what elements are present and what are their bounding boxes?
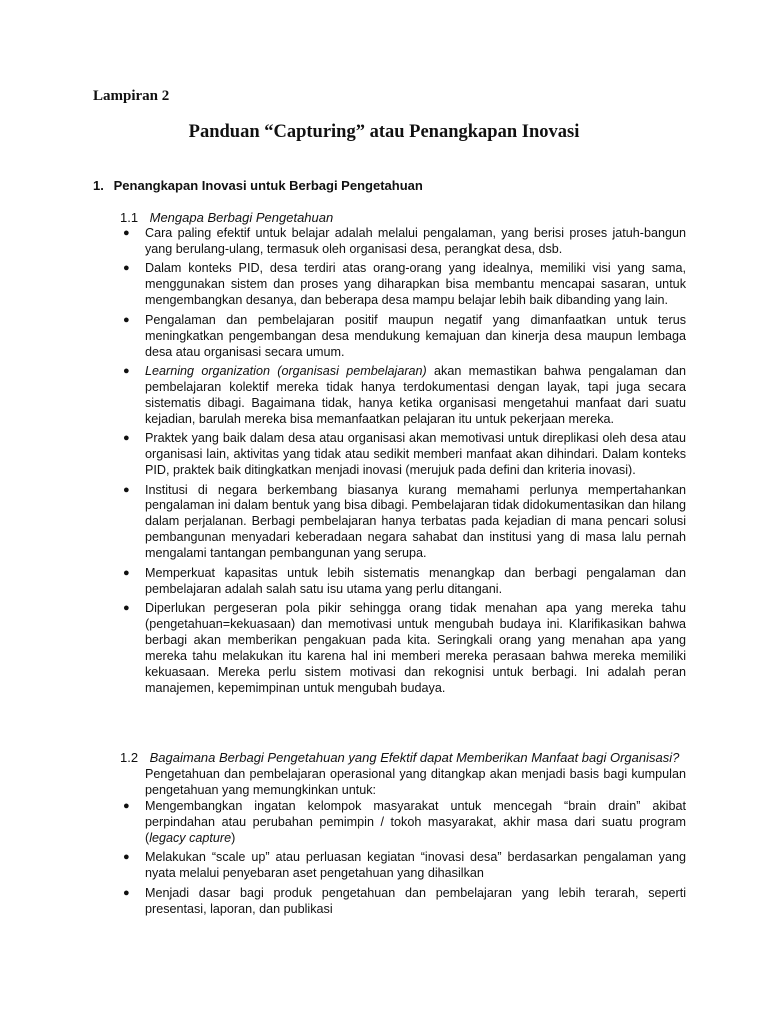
list-item-italic-term: legacy capture (149, 830, 232, 845)
subsection-1-1-title: Mengapa Berbagi Pengetahuan (149, 210, 334, 225)
bullet-icon: ● (123, 483, 130, 496)
list-item (123, 799, 686, 847)
bullet-icon: ● (123, 313, 130, 326)
subsection-1-1-list (123, 226, 686, 697)
list-item (123, 565, 686, 598)
list-item (123, 850, 686, 882)
section-1-title: Penangkapan Inovasi untuk Berbagi Pengetahuan (113, 178, 423, 193)
bullet-icon: ● (123, 262, 130, 275)
list-item-text: Melakukan “scale up” atau perluasan kegiatan “inovasi desa” berdasarkan pengalaman yang nyata melalui penyebaran aset pengetahuan yang dihasilkan (145, 850, 686, 881)
bullet-icon: ● (123, 851, 130, 864)
page-title: Panduan “Capturing” atau Penangkapan Inovasi (188, 122, 580, 142)
bullet-icon: ● (123, 432, 130, 445)
appendix-label: Lampiran 2 (93, 88, 170, 104)
section-1-heading (93, 178, 423, 193)
list-item (123, 312, 686, 361)
list-item (123, 431, 686, 479)
list-item-text: Institusi di negara berkembang biasanya kurang memahami perlunya mempertahankan pengalaman ini dalam bentuk yang bisa dibagi. Pembelajaran tidak didokumentasikan dan hilang dalam perjalanan. Berbagi pembelajaran hanya terbatas pada kejadian di mana pencari solusi pembangunan menyadari keberadaan negara sahabat dan institusi yang di masa lalu pernah mengalami tantangan pembangunan yang serupa. (145, 482, 686, 561)
section-1-number: 1. (93, 178, 104, 193)
bullet-icon: ● (123, 886, 130, 899)
bullet-icon: ● (123, 800, 130, 812)
subsection-1-1-heading (120, 210, 333, 226)
list-item-text: Praktek yang baik dalam desa atau organisasi akan memotivasi untuk direplikasi oleh desa atau organisasi lain, aktivitas yang tidak atau sedikit memberi manfaat akan dihindari. Dalam konteks PID, praktek baik ditingkatkan menjadi inovasi (merujuk pada defini dan kriteria inovasi). (145, 431, 686, 478)
bullet-icon: ● (123, 602, 130, 615)
subsection-1-2-title: Bagaimana Berbagi Pengetahuan yang Efektif dapat Memberikan Manfaat bagi Organisasi? (149, 750, 680, 765)
subsection-1-2-intro: Pengetahuan dan pembelajaran operasional yang ditangkap akan menjadi basis bagi kumpulan pengetahuan yang memungkinkan untuk: (145, 767, 686, 797)
list-item-text: Diperlukan pergeseran pola pikir sehingga orang tidak menahan apa yang mereka tahu (pengetahuan=kekuasaan) dan memotivasi untuk mengubah budaya ini. Klarifikasikan bahwa berbagi akan memberikan pengakuan pada kita. Seringkali orang yang menahan apa yang mereka tahu melakukan itu karena hal ini memberi mereka perasaan bahwa mereka memiliki kekuasaan. Mereka perlu sistem motivasi dan rekognisi untuk berbagi. Ini adalah peran manajemen, kepemimpinan untuk mengubah budaya. (145, 601, 686, 695)
list-item-italic-term: Learning organization (organisasi pembelajaran) (145, 364, 427, 379)
bullet-icon: ● (123, 566, 130, 579)
list-item (123, 261, 686, 309)
list-item-text: Menjadi dasar bagi produk pengetahuan dan pembelajaran yang lebih terarah, seperti presentasi, laporan, dan publikasi (145, 885, 686, 916)
list-item (123, 482, 686, 563)
bullet-icon: ● (123, 365, 130, 378)
list-item (123, 364, 686, 428)
subsection-1-2-number: 1.2 (120, 750, 139, 765)
list-item-text: akan memastikan bahwa pengalaman dan pembelajaran kolektif mereka tidak hanya terdokumentasi dengan layak, tapi juga secara sistematis dibagi. Bagaimana tidak, hanya ketika organisasi mengetahui manfaat dari suatu kejadian, barulah mereka bisa memanfaatkan pelajaran itu untuk pekerjaan mereka. (145, 364, 686, 426)
subsection-1-2-heading (120, 750, 679, 766)
list-item-text: Memperkuat kapasitas untuk lebih sistematis menangkap dan berbagi pengalaman dan pembelajaran adalah salah satu isu utama yang perlu ditangani. (145, 565, 686, 596)
list-item-text: Cara paling efektif untuk belajar adalah melalui pengalaman, yang berisi proses jatuh-bangun yang berulang-ulang, termasuk oleh organisasi desa, perangkat desa, dsb. (145, 226, 686, 256)
list-item (123, 226, 686, 258)
list-item-text-tail: ) (231, 830, 236, 845)
list-item-text: Pengalaman dan pembelajaran positif maupun negatif yang dimanfaatkan untuk terus meningkatkan pengembangan desa mendukung kemajuan dan kinerja desa maupun lembaga desa atau organisasi secara umum. (145, 312, 686, 359)
list-item-text: Mengembangkan ingatan kelompok masyarakat untuk mencegah “brain drain” akibat perpindahan atau perubahan pemimpin / tokoh masyarakat, akhir masa dari suatu program ( (145, 799, 686, 845)
bullet-icon: ● (123, 227, 130, 239)
list-item (123, 601, 686, 696)
subsection-1-2-list (123, 799, 686, 918)
list-item-text: Dalam konteks PID, desa terdiri atas orang-orang yang idealnya, memiliki visi yang sama, menggunakan sistem dan proses yang diharapkan bisa membantu mencapai sasaran, untuk mengembangkan desanya, dan beberapa desa mampu belajar lebih baik dibanding yang lain. (145, 261, 686, 308)
subsection-1-1-number: 1.1 (120, 210, 139, 225)
list-item (123, 885, 686, 918)
